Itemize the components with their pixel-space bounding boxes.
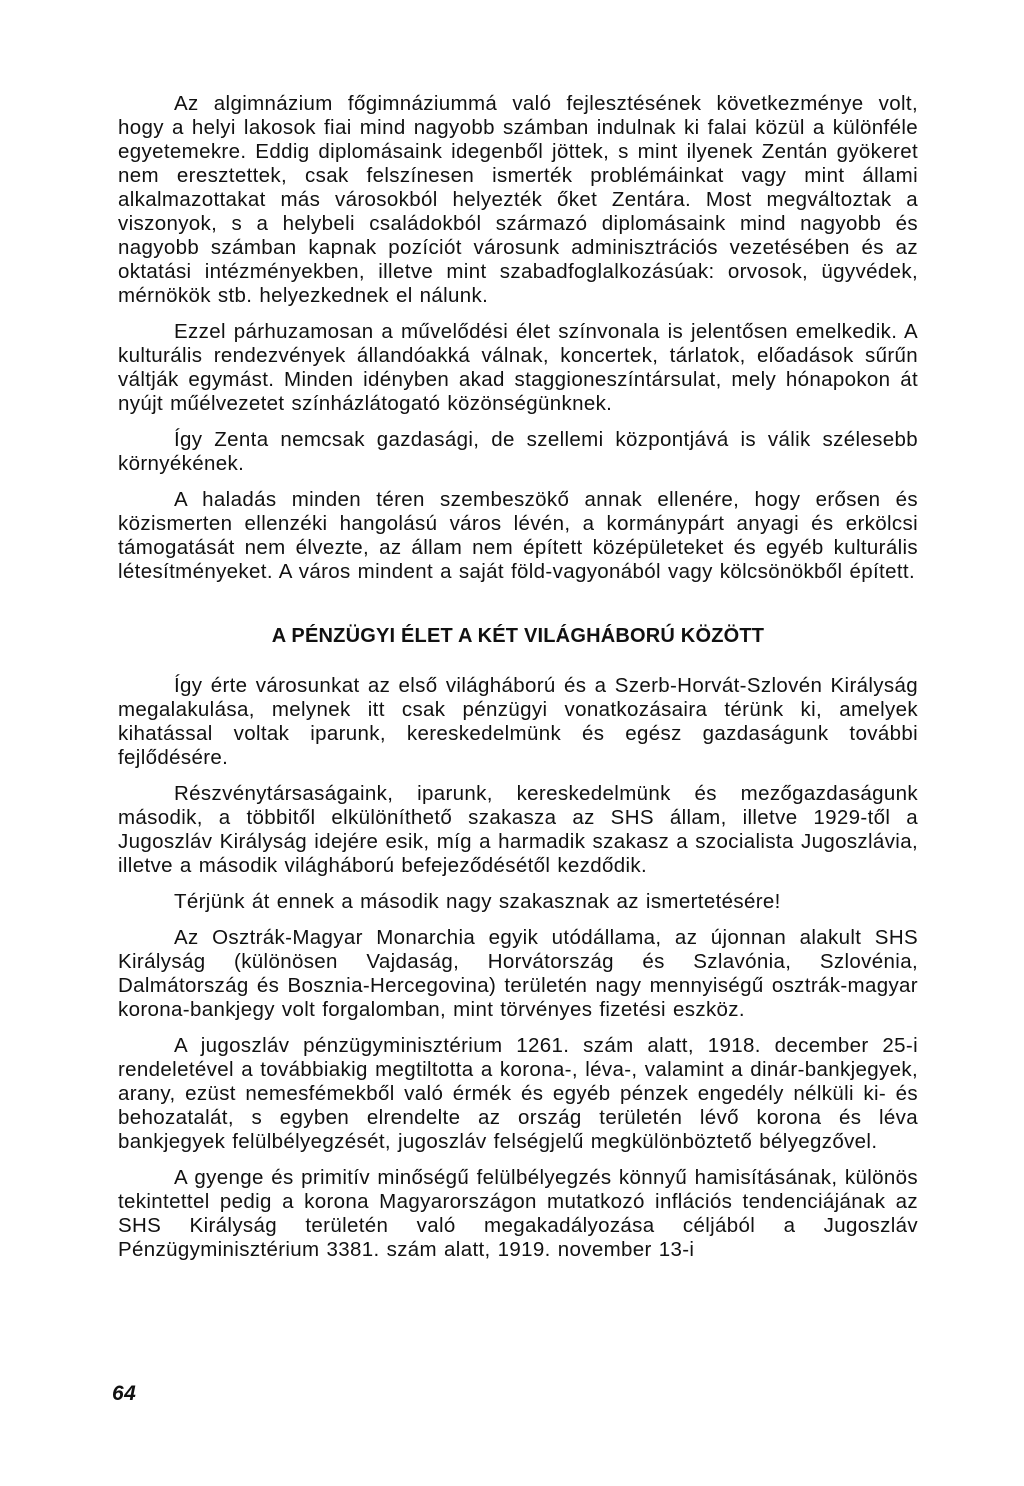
paragraph-second-stage: Részvénytársaságaink, iparunk, kereskedelmünk és mezőgazdaságunk második, a többitől elkülöníthető szakasza az SHS állam, illetve 1929-től a Jugoszláv Királyság idejére esik, míg a harmadik szakasz a szocialista Jugoszlávia, illetve a második világháború befejeződésétől kezdődik. [118, 782, 918, 877]
paragraph-ministry-decree: A jugoszláv pénzügyminisztérium 1261. szám alatt, 1918. december 25-i rendeletével a továbbiakig megtiltotta a korona-, léva-, valamint a dinár-bankjegyek, arany, ezüst nemesfémekből való érmék és egyéb pénzek engedély nélküli ki- és behozatalát, s egyben elrendelte az ország területén lévő korona és léva bankjegyek felülbélyegzését, jugoszláv felségjelű megkülönböztető bélyegzővel. [118, 1034, 918, 1153]
paragraph-monarchy-banknotes: Az Osztrák-Magyar Monarchia egyik utódállama, az újonnan alakult SHS Királyság (különösen Vajdaság, Horvátország és Szlavónia, Szlovénia, Dalmátország és Bosznia-Hercegovina) területén nagy mennyiségű osztrák-magyar korona-bankjegy volt forgalomban, mint törvényes fizetési eszköz. [118, 926, 918, 1021]
paragraph-culture: Ezzel párhuzamosan a művelődési élet színvonala is jelentősen emelkedik. A kulturális rendezvények állandóakká válnak, koncertek, tárlatok, előadások sűrűn váltják egymást. Minden idényben akad staggioneszíntársulat, mely hónapokon át nyújt műélvezetet színházlátogató közönségünknek. [118, 320, 918, 415]
paragraph-overstamping: A gyenge és primitív minőségű felülbélyegzés könnyű hamisításának, különös tekintettel pedig a korona Magyarországon mutatkozó inflációs tendenciájának az SHS Királyság területén való megakadályozása céljából a Jugoszláv Pénzügyminisztérium 3381. szám alatt, 1919. november 13-i [118, 1166, 918, 1261]
section-heading: A PÉNZÜGYI ÉLET A KÉT VILÁGHÁBORÚ KÖZÖTT [271, 625, 765, 647]
page-number: 64 [112, 1382, 137, 1405]
paragraph-cultural-center: Így Zenta nemcsak gazdasági, de szellemi központjává is válik szélesebb környékének. [118, 428, 918, 475]
paragraph-world-war: Így érte városunkat az első világháború és a Szerb-Horvát-Szlovén Királyság megalakulása, melynek itt csak pénzügyi vonatkozásaira térünk ki, amelyek kihatással voltak iparunk, kereskedelmünk és egész gazdaságunk további fejlődésére. [118, 674, 918, 769]
paragraph-progress: A haladás minden téren szembeszökő annak ellenére, hogy erősen és közismerten ellenzéki hangolású város lévén, a kormánypárt anyagi és erkölcsi támogatását nem élvezte, az állam nem épített középületeket és egyéb kulturális létesítményeket. A város mindent a saját föld-vagyonából vagy kölcsönökből épített. [118, 488, 918, 583]
paragraph-transition: Térjünk át ennek a második nagy szakasznak az ismertetésére! [174, 890, 781, 913]
paragraph-graduates: Az algimnázium főgimnáziummá való fejlesztésének következménye volt, hogy a helyi lakosok fiai mind nagyobb számban indulnak ki falai közül a különféle egyetemekre. Eddig diplomásaink idegenből jöttek, s mint ilyenek Zentán gyökeret nem eresztettek, csak felszínesen ismerték problémáinkat vagy mint állami alkalmazottakat más városokból helyezték őket Zentára. Most megváltoztak a viszonyok, s a helybeli családokból származó diplomásaink mind nagyobb és nagyobb számban kapnak pozíciót városunk adminisztrációs vezetésében és az oktatási intézményekben, illetve mint szabadfoglalkozásúak: orvosok, ügyvédek, mérnökök stb. helyezkednek el nálunk. [118, 92, 918, 307]
document-page [118, 92, 918, 1274]
